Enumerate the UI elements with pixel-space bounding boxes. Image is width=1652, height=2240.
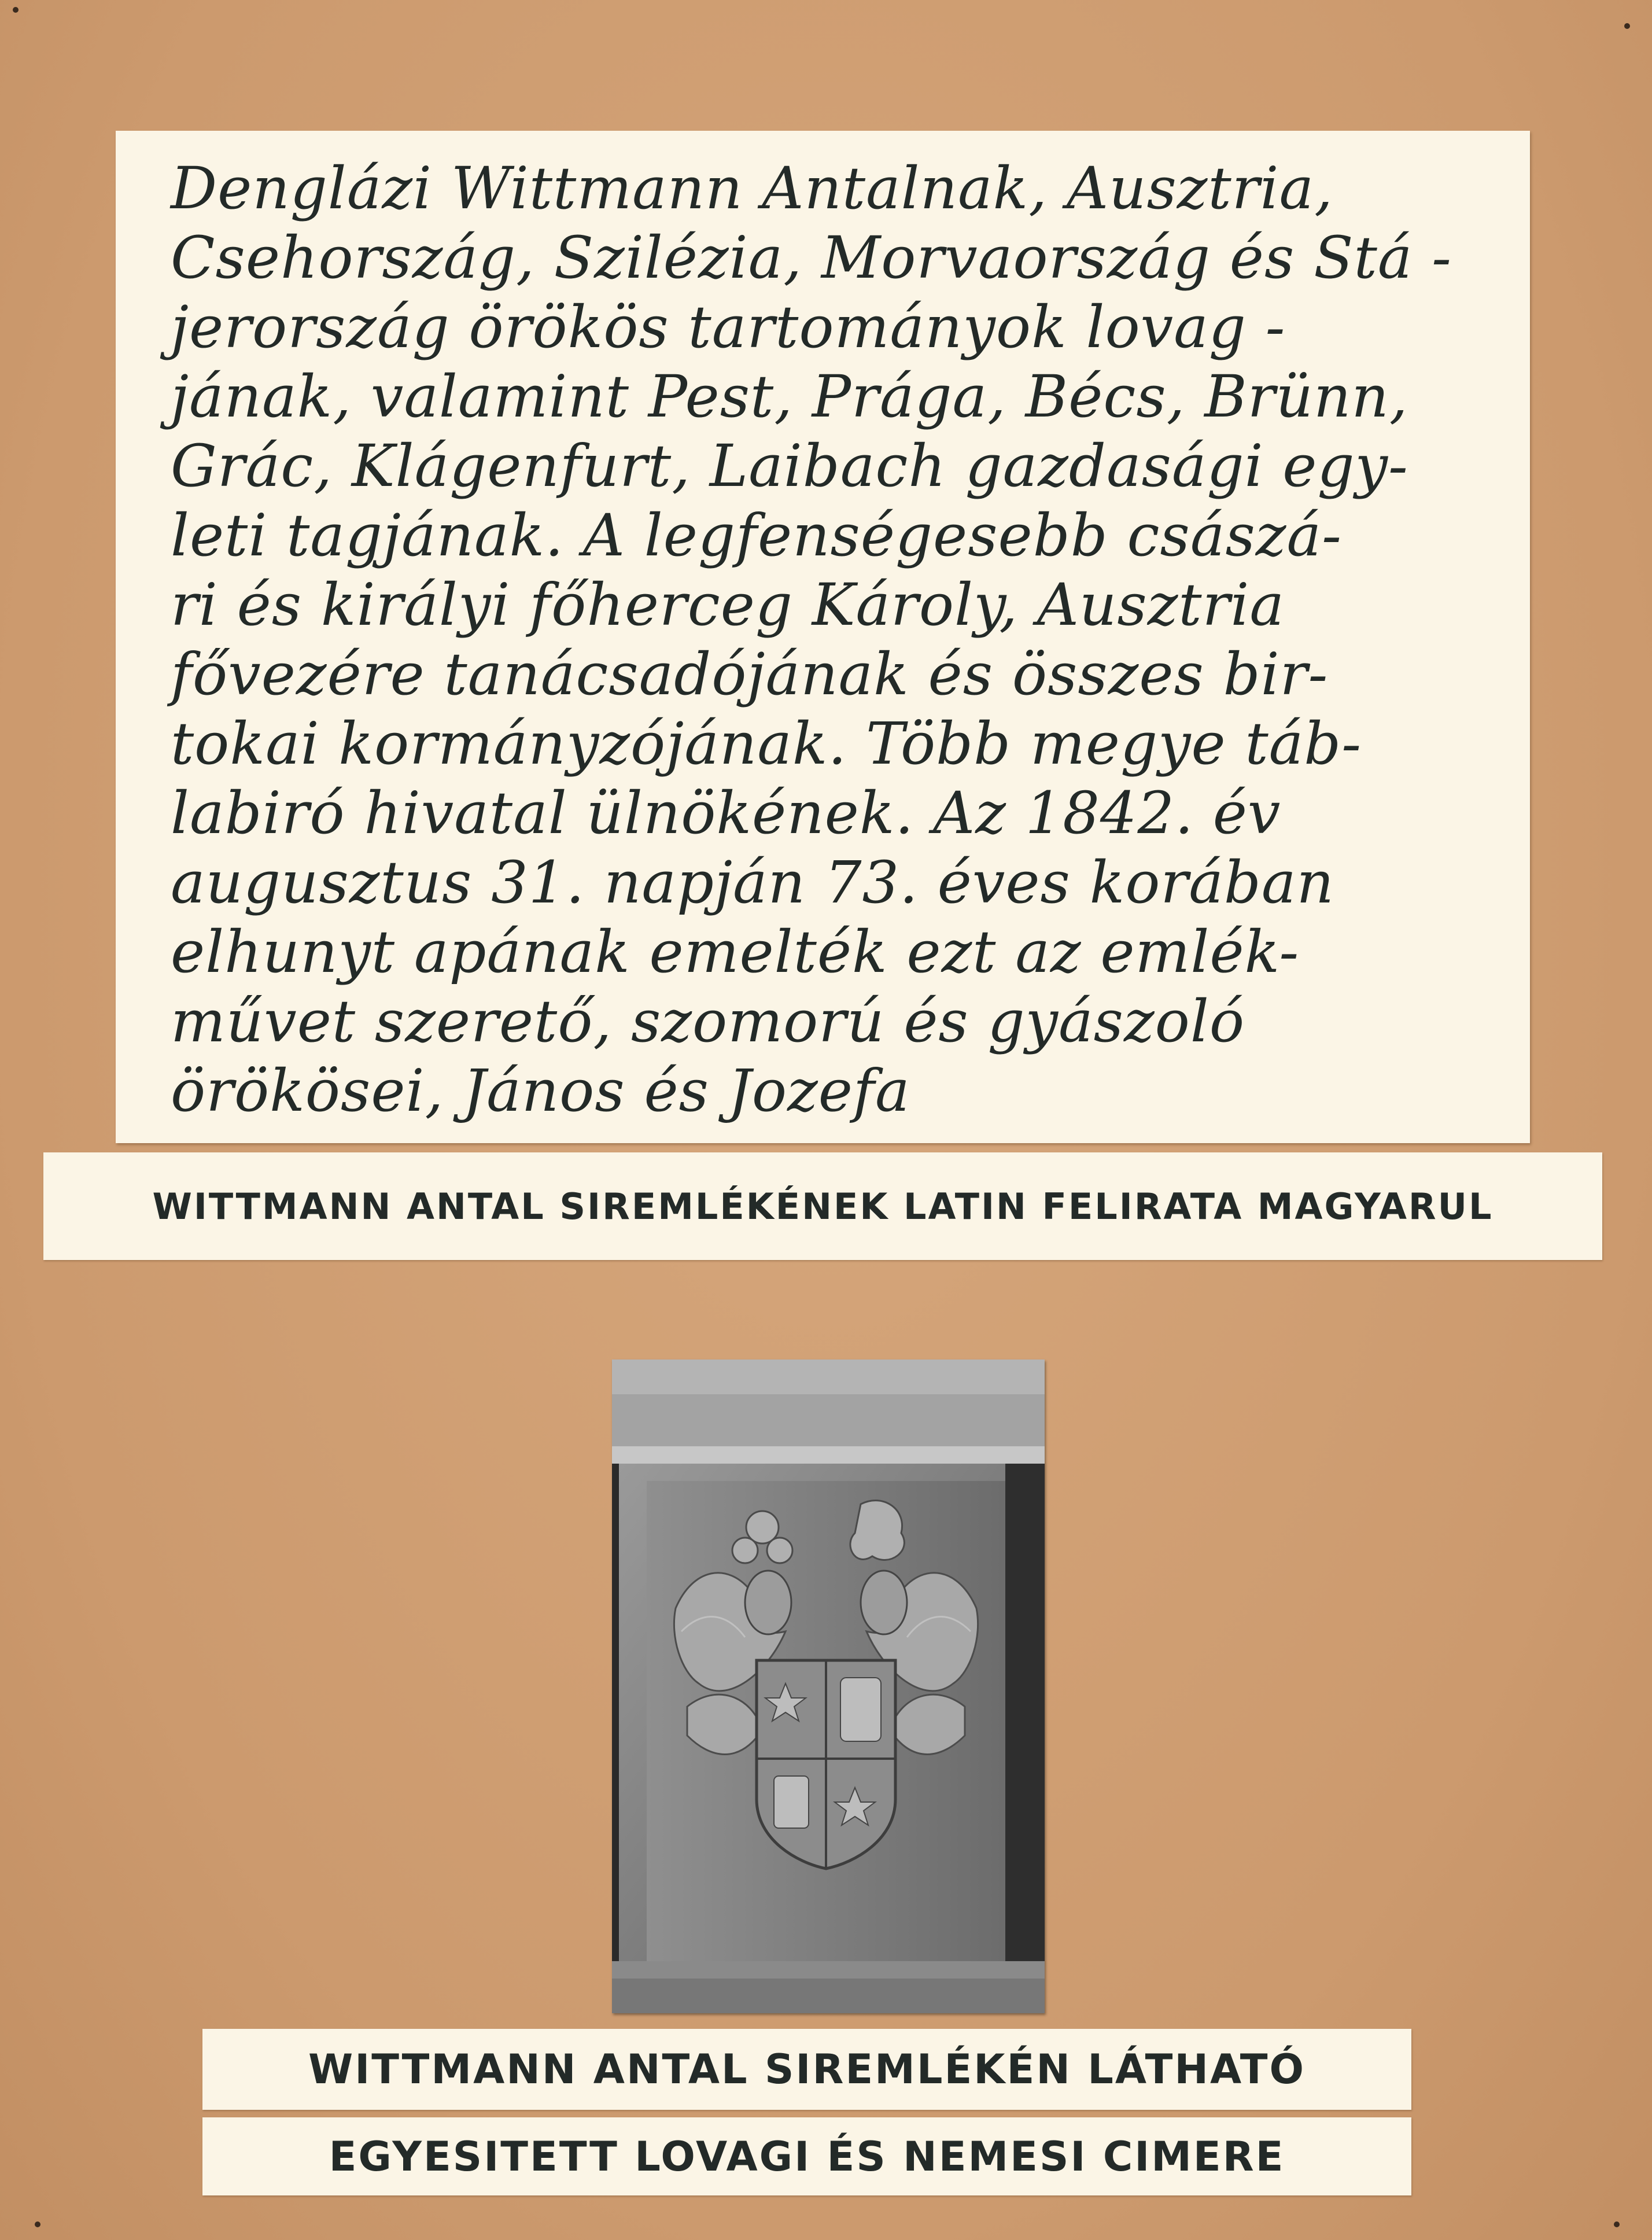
photo-caption-line2: EGYESITETT LOVAGI ÉS NEMESI CIMERE (202, 2117, 1411, 2195)
inscription-line: Grác, Klágenfurt, Laibach gazdasági egy- (171, 432, 1408, 500)
gravestone-photo (612, 1360, 1045, 2013)
pin-hole (35, 2221, 40, 2227)
inscription-line: Csehország, Szilézia, Morvaország és Stá - (171, 224, 1452, 292)
photo-caption-line1: WITTMANN ANTAL SIREMLÉKÉN LÁTHATÓ (202, 2029, 1411, 2110)
inscription-line: jerország örökös tartományok lovag - (171, 293, 1286, 361)
inscription-line: Denglázi Wittmann Antalnak, Ausztria, (171, 154, 1333, 222)
inscription-line: leti tagjának. A legfenségesebb császá- (171, 502, 1342, 569)
inscription-line: örökösei, János és Jozefa (171, 1057, 910, 1125)
inscription-line: elhunyt apának emelték ezt az emlék- (171, 918, 1300, 986)
inscription-card (116, 131, 1530, 1143)
inscription-line: jának, valamint Pest, Prága, Bécs, Brünn, (171, 363, 1408, 430)
inscription-line: augusztus 31. napján 73. éves korában (171, 849, 1334, 916)
coat-of-arms-relief-icon (612, 1360, 1045, 2013)
pin-hole (13, 7, 19, 13)
pin-hole (1624, 23, 1630, 29)
inscription-line: labiró hivatal ülnökének. Az 1842. év (171, 779, 1281, 847)
inscription-caption: WITTMANN ANTAL SIREMLÉKÉNEK LATIN FELIRATA MAGYARUL (43, 1152, 1602, 1260)
inscription-text (171, 154, 1478, 1126)
inscription-line: fővezére tanácsadójának és összes bir- (171, 640, 1329, 708)
inscription-line: művet szerető, szomorú és gyászoló (171, 988, 1245, 1055)
inscription-line: ri és királyi főherceg Károly, Ausztria (171, 571, 1285, 639)
inscription-line: tokai kormányzójának. Több megye táb- (171, 710, 1362, 778)
pin-hole (1614, 2221, 1620, 2227)
